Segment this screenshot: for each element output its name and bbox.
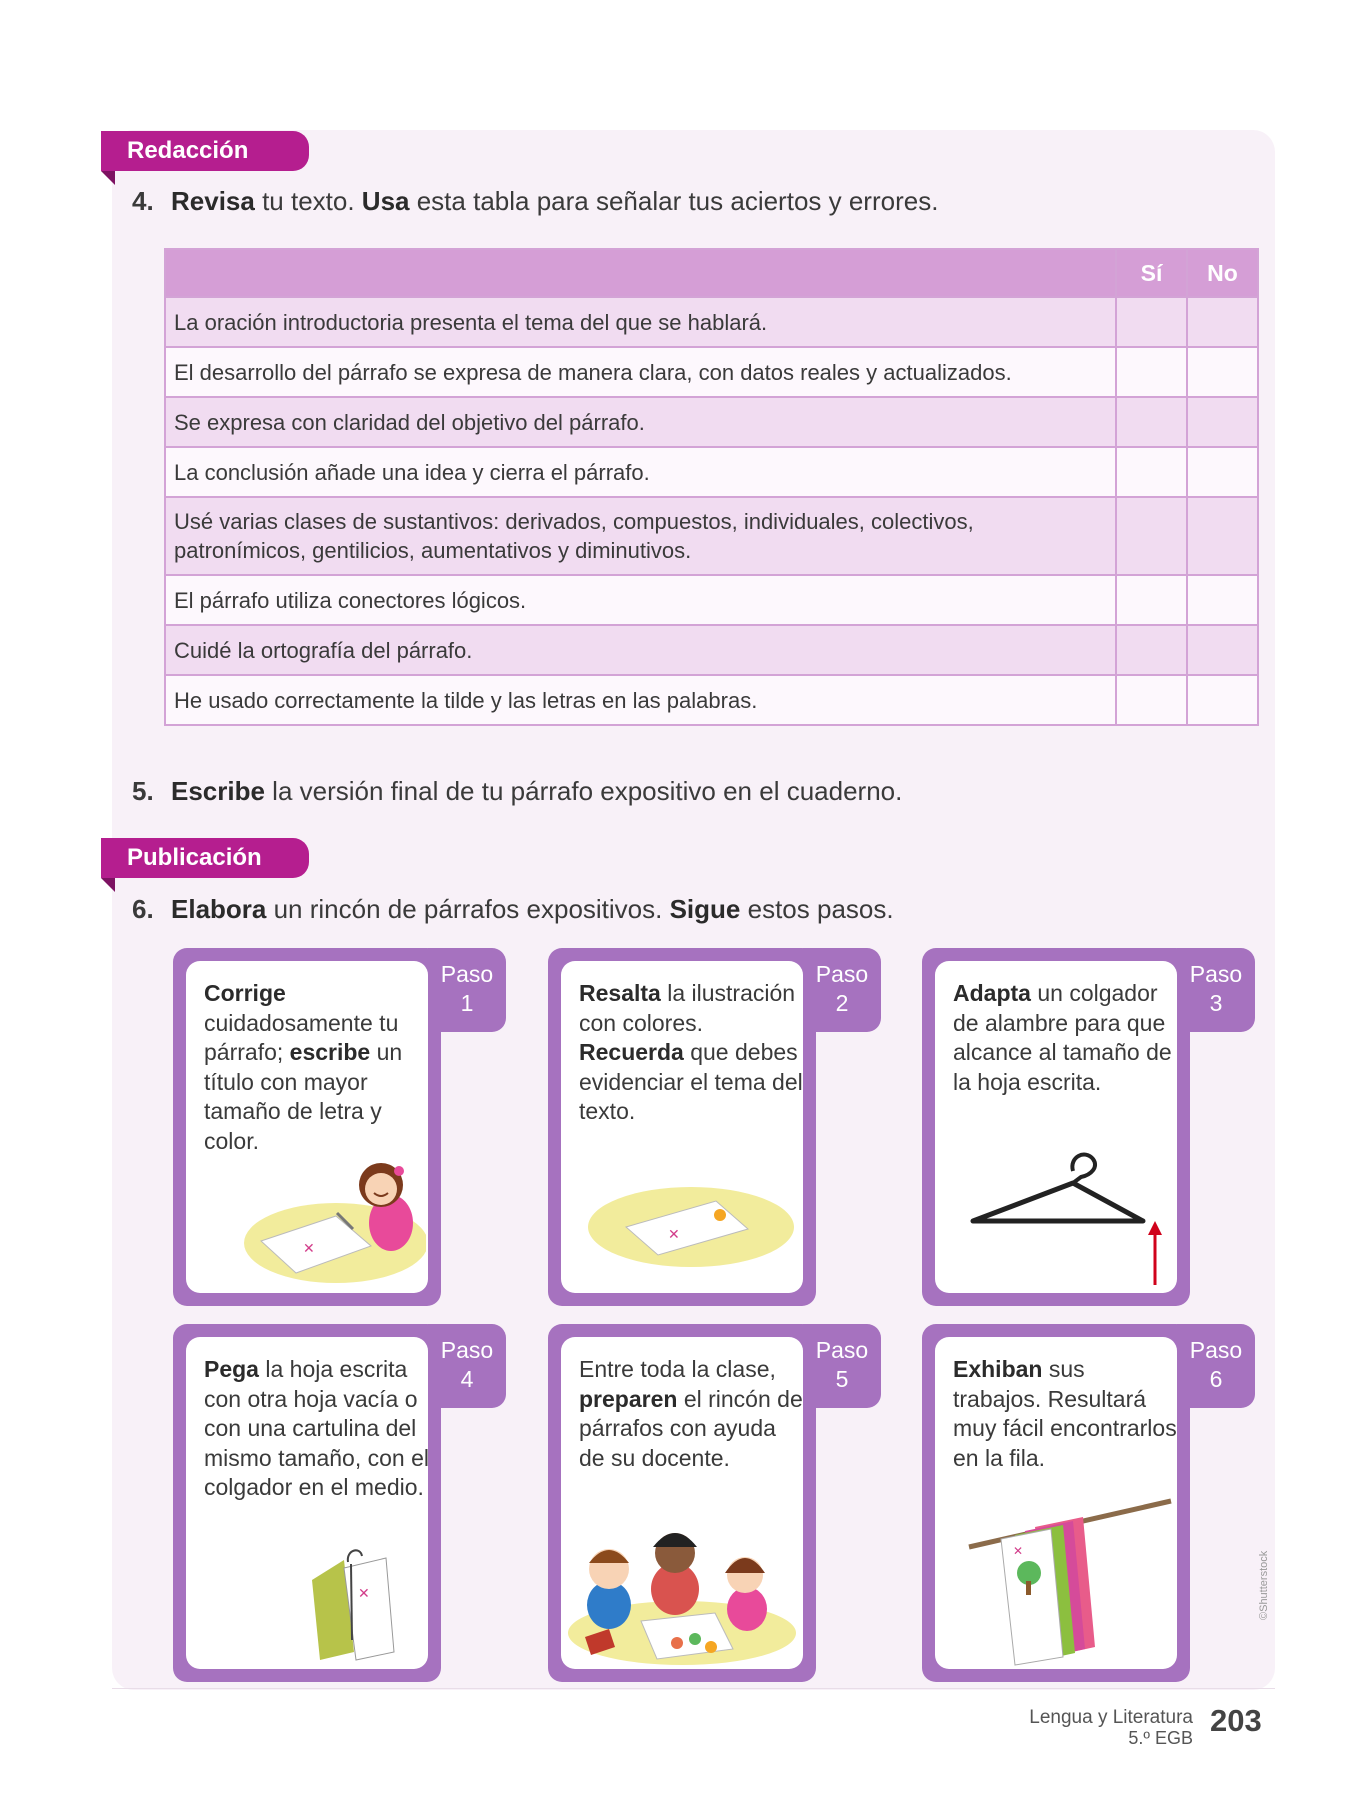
step-text [953,979,1178,1097]
criterion-text: Usé varias clases de sustantivos: derivados, compuestos, individuales, colectivos, patronímicos, gentilicios, aumentativos y diminutivos. [165,497,1116,575]
table-row [165,575,1258,625]
question-4 [132,186,938,217]
table-row [165,625,1258,675]
checklist-table [164,248,1259,726]
question-number: 4. [132,186,154,216]
badge-label: Paso [1189,1337,1243,1363]
verb-usa: Usa [361,186,410,216]
image-credit: ©Shutterstock [1258,1550,1270,1620]
card-body [561,1337,803,1669]
step-span: Entre toda la clase, [579,1356,776,1382]
card-body [935,1337,1177,1669]
footer-divider [112,1688,1275,1689]
verb-sigue: Sigue [669,894,741,924]
step-text [579,979,804,1127]
badge-number: 2 [835,990,849,1016]
svg-text:✕: ✕ [668,1227,680,1243]
criterion-text: Cuidé la ortografía del párrafo. [165,625,1116,675]
step-span: el rincón de párrafos con ayuda de su docente. [579,1385,803,1471]
question-6 [132,894,894,925]
header-si: Sí [1116,249,1187,297]
step-card-4 [173,1324,494,1682]
step-card-5 [548,1324,869,1682]
check-cell-no[interactable] [1187,397,1258,447]
table-row [165,447,1258,497]
table-row [165,675,1258,725]
step-verb: Resalta [579,980,661,1006]
instr-text: tu texto. [254,186,362,216]
step-text [204,979,429,1156]
criterion-text: La oración introductoria presenta el tema del que se hablará. [165,297,1116,347]
badge-number: 1 [460,990,474,1016]
page-number: 203 [1210,1703,1262,1738]
step-span: sus trabajos. Resultará muy fácil encontrarlos en la fila. [953,1356,1177,1471]
card-body [186,1337,428,1669]
step-span: la ilustración con colores. [579,980,796,1036]
step-verb: Pega [204,1356,259,1382]
step-span: la hoja escrita con otra hoja vacía o con una cartulina del mismo tamaño, con el colgador en el medio. [204,1356,429,1500]
card-body [561,961,803,1293]
step-card-2 [548,948,869,1306]
step-text [204,1355,429,1503]
step-verb: Adapta [953,980,1031,1006]
criterion-text: El desarrollo del párrafo se expresa de manera clara, con datos reales y actualizados. [165,347,1116,397]
glued-sheets-illustration [306,1542,416,1667]
check-cell-si[interactable] [1116,625,1187,675]
check-cell-no[interactable] [1187,447,1258,497]
question-number: 5. [132,776,154,806]
girl-writing-illustration [241,1151,426,1291]
step-badge [428,1324,506,1408]
check-cell-no[interactable] [1187,347,1258,397]
check-cell-no[interactable] [1187,297,1258,347]
section-tag-publicacion: Publicación [101,838,309,878]
criterion-text: La conclusión añade una idea y cierra el párrafo. [165,447,1116,497]
question-number: 6. [132,894,154,924]
step-badge [803,1324,881,1408]
step-verb: Recuerda [579,1039,684,1065]
step-verb: preparen [579,1385,678,1412]
table-row [165,347,1258,397]
check-cell-no[interactable] [1187,575,1258,625]
instr-text: estos pasos. [740,894,894,924]
children-working-illustration [565,1517,799,1665]
check-cell-si[interactable] [1116,575,1187,625]
svg-text:✕: ✕ [303,1241,315,1257]
verb-escribe: Escribe [171,776,265,806]
card-body [935,961,1177,1293]
instr-text: esta tabla para señalar tus aciertos y errores. [409,186,939,216]
header-no: No [1187,249,1258,297]
check-cell-si[interactable] [1116,297,1187,347]
criterion-text: He usado correctamente la tilde y las letras en las palabras. [165,675,1116,725]
svg-text:✕: ✕ [1013,1544,1024,1558]
exhibited-works-illustration [965,1497,1175,1667]
highlighted-sheet-illustration [586,1181,796,1271]
step-card-6 [922,1324,1243,1682]
step-span: que debes evidenciar el tema del texto. [579,1039,803,1124]
badge-label: Paso [1189,961,1243,987]
criterion-text: Se expresa con claridad del objetivo del párrafo. [165,397,1116,447]
step-verb: escribe [289,1039,371,1065]
check-cell-si[interactable] [1116,447,1187,497]
badge-label: Paso [440,1337,494,1363]
step-verb: Corrige [204,980,286,1006]
header-criterion [165,249,1116,297]
step-verb: Exhiban [953,1356,1043,1382]
hanger-icon [965,1139,1170,1289]
step-span: un colgador de alambre para que alcance al tamaño de la hoja escrita. [953,980,1172,1095]
step-badge [428,948,506,1032]
badge-label: Paso [815,1337,869,1363]
step-text [579,1355,804,1473]
check-cell-si[interactable] [1116,397,1187,447]
check-cell-si[interactable] [1116,675,1187,725]
badge-label: Paso [440,961,494,987]
check-cell-no[interactable] [1187,497,1258,575]
step-span: cuidadosamente tu párrafo; [204,1009,399,1065]
table-row [165,497,1258,575]
instr-text: la versión final de tu párrafo expositivo en el cuaderno. [264,776,903,806]
verb-revisa: Revisa [171,186,255,216]
check-cell-si[interactable] [1116,497,1187,575]
footer-grade: 5.º EGB [1128,1728,1193,1748]
footer-subject: Lengua y Literatura [1029,1707,1193,1728]
step-text [953,1355,1178,1473]
table-row [165,397,1258,447]
svg-text:✕: ✕ [358,1586,370,1602]
step-card-3 [922,948,1243,1306]
instr-text: un rincón de párrafos expositivos. [266,894,670,924]
step-badge [803,948,881,1032]
badge-number: 4 [460,1366,474,1392]
step-badge [1177,948,1255,1032]
badge-number: 3 [1209,990,1223,1016]
step-span: un título con mayor tamaño de letra y color. [204,1039,403,1154]
verb-elabora: Elabora [171,894,267,924]
badge-number: 5 [835,1366,849,1392]
check-cell-no[interactable] [1187,675,1258,725]
question-5 [132,776,902,807]
check-cell-no[interactable] [1187,625,1258,675]
criterion-text: El párrafo utiliza conectores lógicos. [165,575,1116,625]
check-cell-si[interactable] [1116,347,1187,397]
section-tag-redaccion: Redacción [101,131,309,171]
table-row [165,297,1258,347]
card-body [186,961,428,1293]
step-card-1 [173,948,494,1306]
badge-label: Paso [815,961,869,987]
badge-number: 6 [1209,1366,1223,1392]
step-badge [1177,1324,1255,1408]
